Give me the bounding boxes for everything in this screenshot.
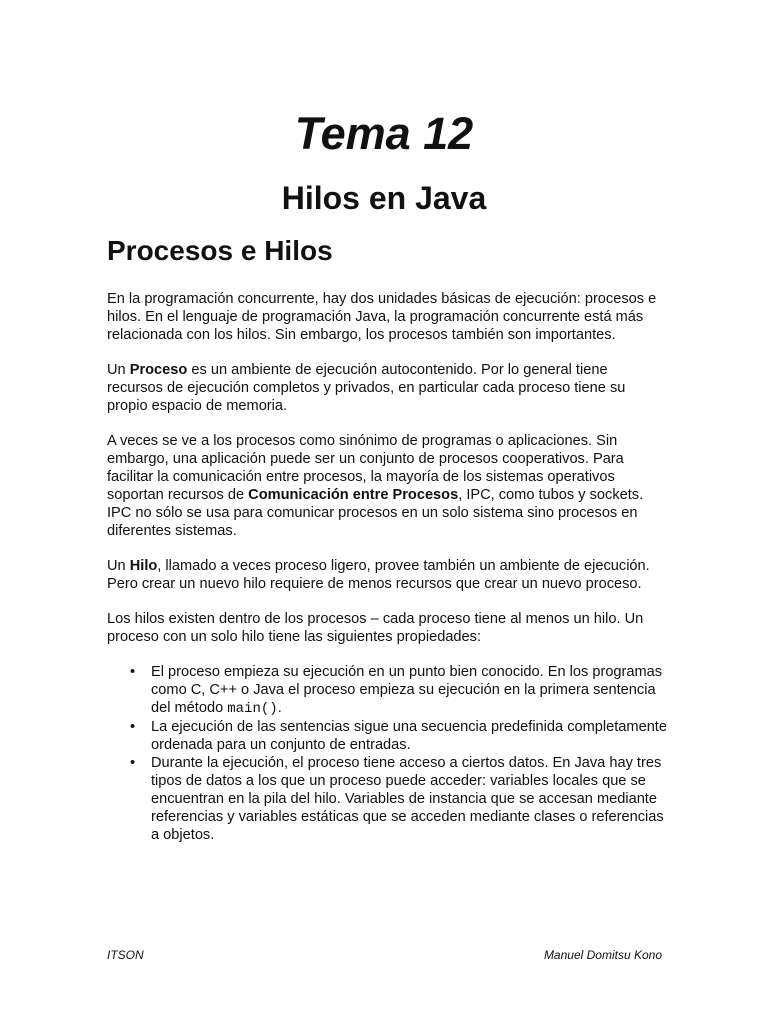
bullet-icon: • [130,755,136,771]
body-text [107,290,667,844]
paragraph-2 [107,361,667,415]
term-comunicacion-entre-procesos: Comunicación entre Procesos [248,487,459,503]
list-item-1-text: El proceso empieza su ejecución en un punto bien conocido. En los programas como C, C++ o Java el proceso empieza su ejecución en la primera sentencia del método [151,664,663,716]
list-item [130,718,667,754]
paragraph-3-rest: , IPC, como tubos y sockets. IPC no sólo se usa para comunicar procesos en un solo sistema sino procesos en diferentes sistemas. [107,487,644,539]
list-item [130,663,667,718]
paragraph-5: Los hilos existen dentro de los procesos – cada proceso tiene al menos un hilo. Un proceso con un solo hilo tiene las siguientes propiedades: [107,611,644,645]
paragraph-3-lead: A veces se ve a los procesos como sinónimo de programas o aplicaciones. Sin embargo, una aplicación puede ser un conjunto de procesos cooperativos. Para facilitar la comunicación entre procesos, la mayoría de los sistemas operativos soportan recursos de [107,433,624,503]
list-item [130,754,667,844]
list-item-3-text: Durante la ejecución, el proceso tiene acceso a ciertos datos. En Java hay tres tipos de datos a los que un proceso puede acceder: variables locales que se encuentran en la pila del hilo. Variables de instancia que se accesan mediante referencias y variables estáticas que se acceden mediante clases o referencias a objetos. [151,755,664,843]
paragraph-4-rest: , llamado a veces proceso ligero, provee también un ambiente de ejecución. Pero crear un nuevo hilo requiere de menos recursos que crear un nuevo proceso. [107,558,650,592]
code-main: main() [227,701,278,717]
list-item-2-text: La ejecución de las sentencias sigue una secuencia predefinida completamente ordenada para un conjunto de entradas. [151,719,667,753]
paragraph-4 [107,557,667,593]
chapter-subtitle: Hilos en Java [281,180,487,216]
term-hilo: Hilo [129,558,158,574]
paragraph-2-rest: es un ambiente de ejecución autocontenido. Por lo general tiene recursos de ejecución completos y privados, en particular cada proceso tiene su propio espacio de memoria. [107,362,626,414]
chapter-title: Tema 12 [294,108,474,159]
paragraph-1: En la programación concurrente, hay dos unidades básicas de ejecución: procesos e hilos. En el lenguaje de programación Java, la programación concurrente está más relacionada con los hilos. Sin embargo, los procesos también son importantes. [107,291,657,343]
paragraph-4-lead: Un [107,558,130,574]
paragraph-3 [107,432,667,540]
paragraph-2-lead: Un [107,362,130,378]
footer-author: Manuel Domitsu Kono [543,948,662,962]
footer-institution: ITSON [107,948,144,962]
properties-list [107,663,667,844]
list-item-1-end: . [277,700,282,716]
bullet-icon: • [130,719,136,735]
section-heading: Procesos e Hilos [107,235,333,266]
bullet-icon: • [130,664,136,680]
term-proceso: Proceso [129,362,188,378]
